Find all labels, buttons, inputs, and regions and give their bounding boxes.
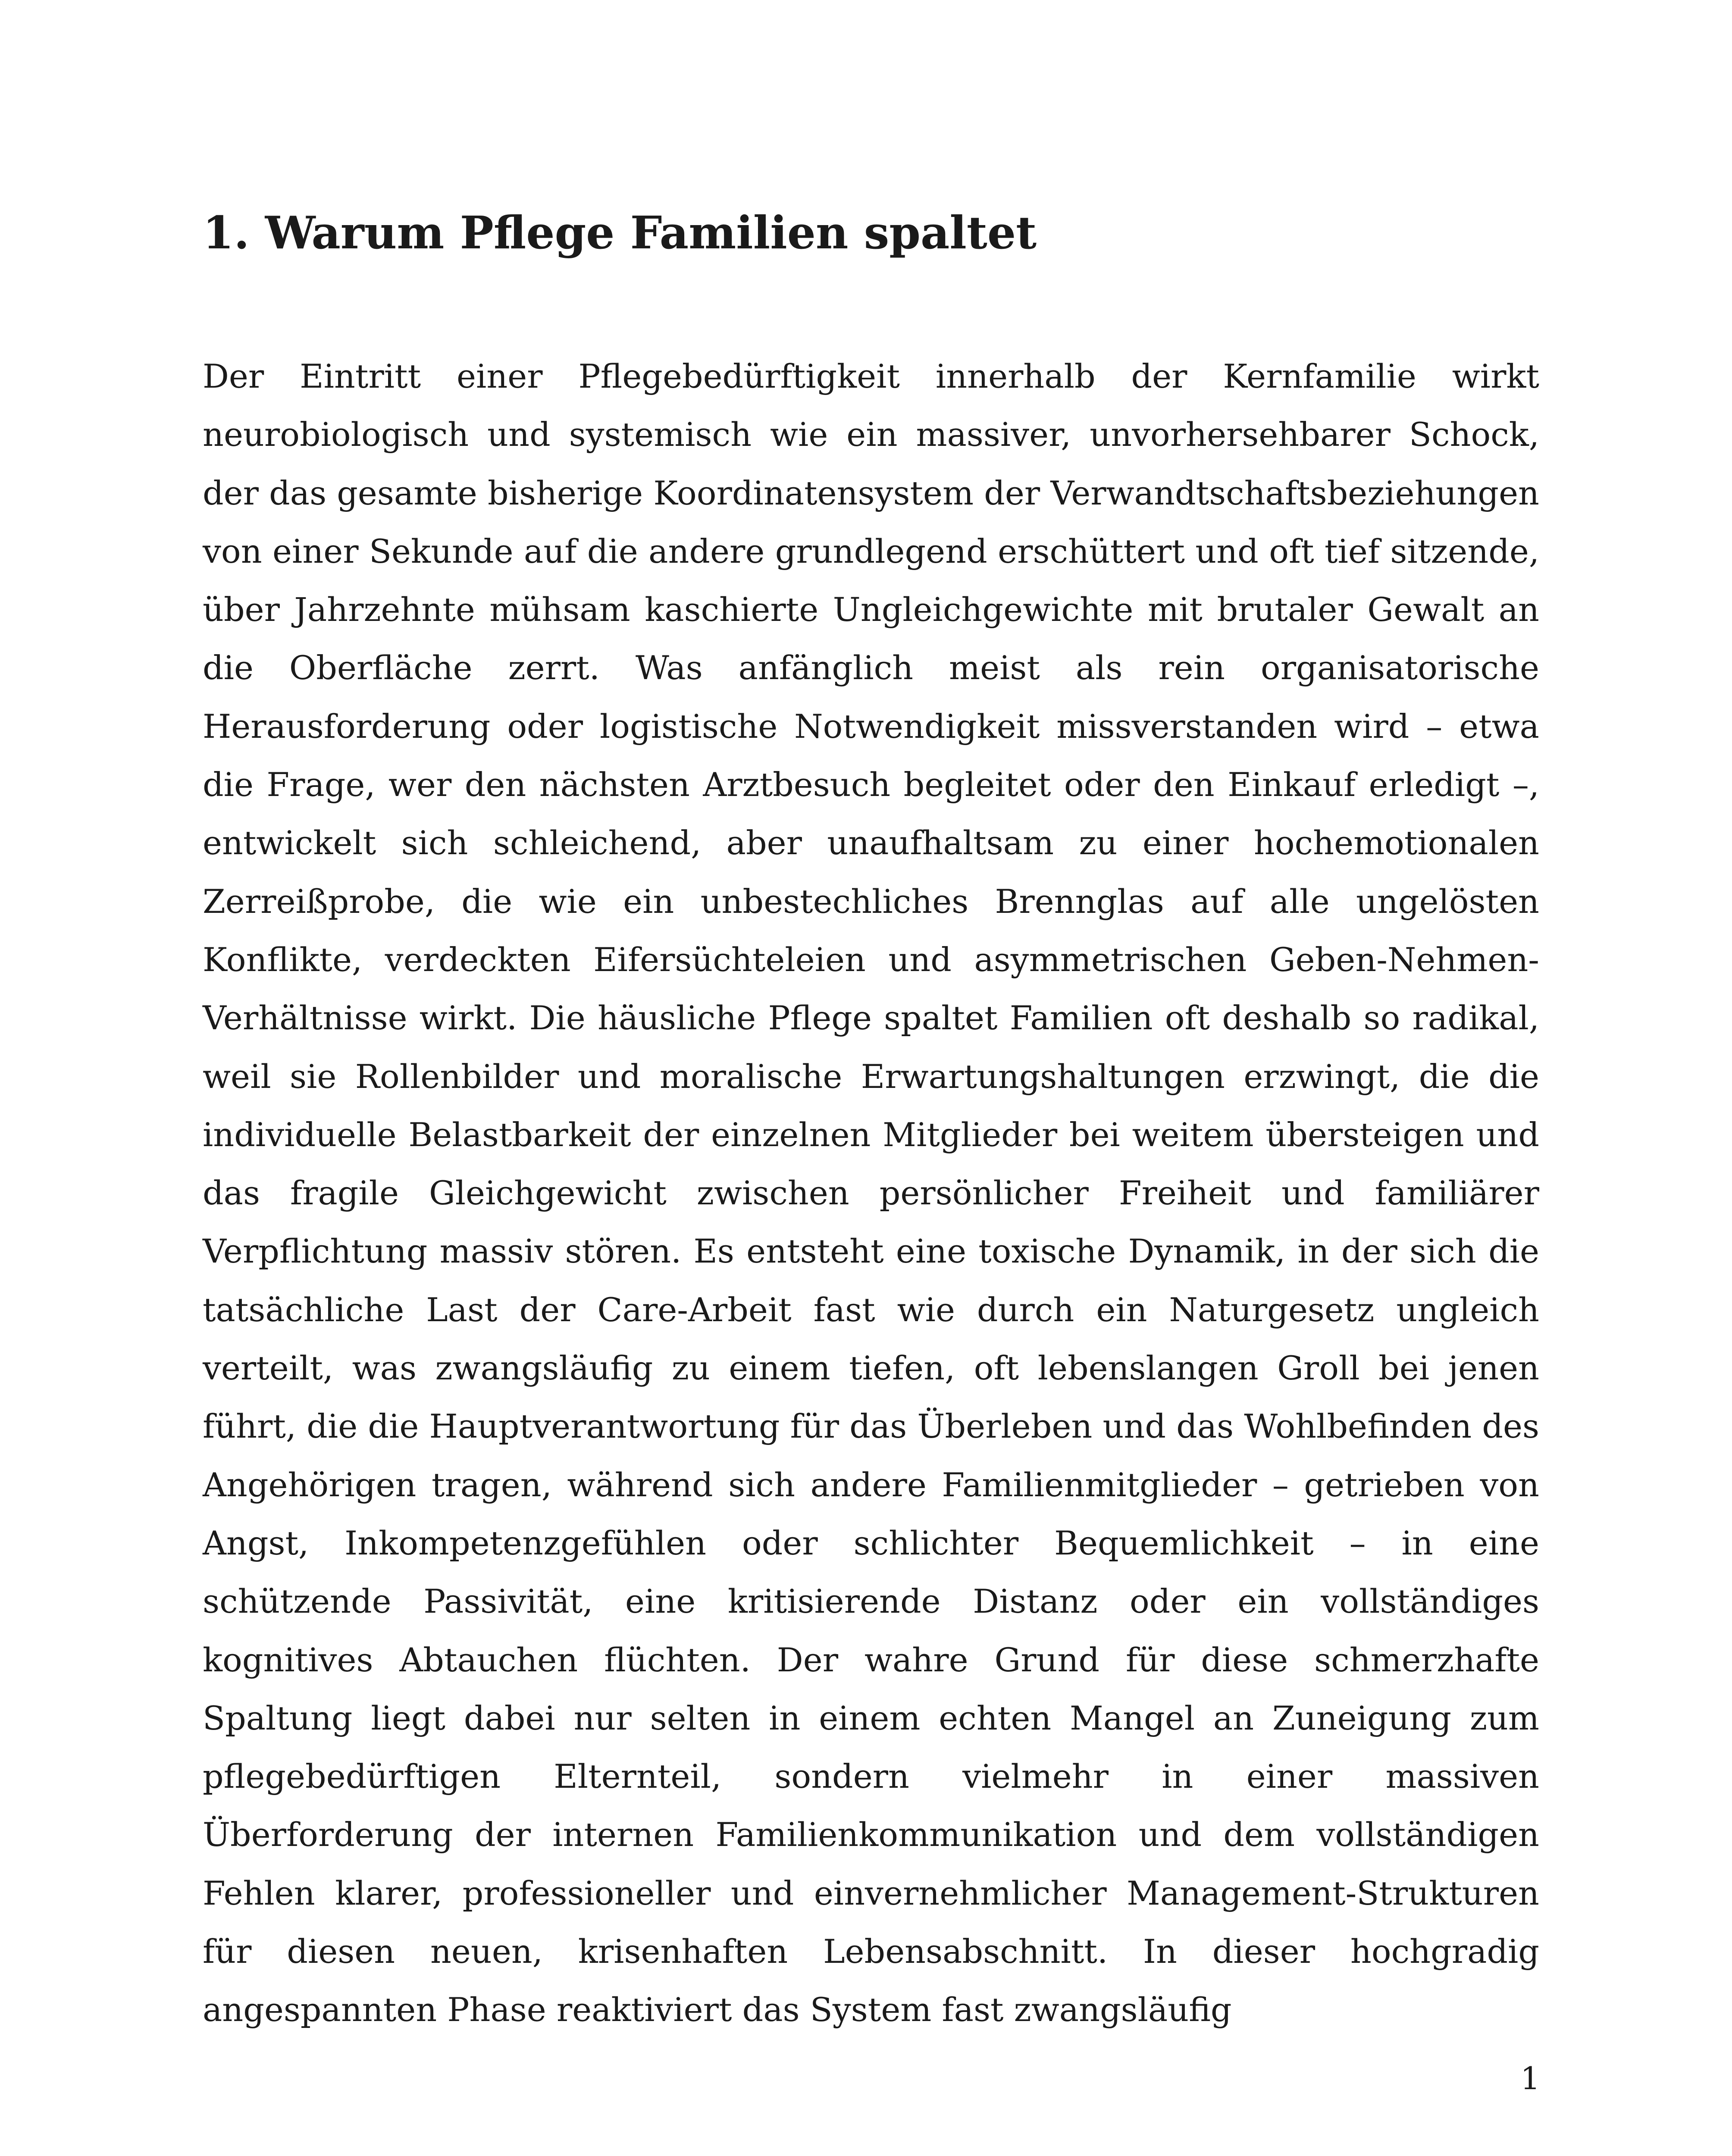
chapter-heading: 1. Warum Pflege Familien spaltet xyxy=(203,206,1037,259)
body-paragraph: Der Eintritt einer Pflegebedürftigkeit innerhalb der Kernfamilie wirkt neurobiologisch und systemisch wie ein massiver, unvorhersehbarer Schock, der das gesamte bisherige Koordinatensystem der Verwandtschaftsbeziehungen von einer Sekunde auf die andere grundlegend erschüttert und oft tief sitzende, über Jahrzehnte mühsam kaschierte Ungleichgewichte mit brutaler Gewalt an die Oberfläche zerrt. Was anfänglich meist als rein organisatorische Herausforderung oder logistische Notwendigkeit missverstanden wird – etwa die Frage, wer den nächsten Arztbesuch begleitet oder den Einkauf erledigt –, entwickelt sich schleichend, aber unaufhaltsam zu einer hochemotionalen Zerreißprobe, die wie ein unbestechliches Brennglas auf alle ungelösten Konflikte, verdeckten Eifersüchteleien und asymmetrischen Geben-Nehmen-Verhältnisse wirkt. Die häusliche Pflege spaltet Familien oft deshalb so radikal, weil sie Rollenbilder und moralische Erwartungshaltungen erzwingt, die die individuelle Belastbarkeit der einzelnen Mitglieder bei weitem übersteigen und das fragile Gleichgewicht zwischen persönlicher Freiheit und familiärer Verpflichtung massiv stören. Es entsteht eine toxische Dynamik, in der sich die tatsächliche Last der Care-Arbeit fast wie durch ein Naturgesetz ungleich verteilt, was zwangsläufig zu einem tiefen, oft lebenslangen Groll bei jenen führt, die die Hauptverantwortung für das Überleben und das Wohlbefinden des Angehörigen tragen, während sich andere Familienmitglieder – getrieben von Angst, Inkompetenzgefühlen oder schlichter Bequemlichkeit – in eine schützende Passivität, eine kritisierende Distanz oder ein vollständiges kognitives Abtauchen flüchten. Der wahre Grund für diese schmerzhafte Spaltung liegt dabei nur selten in einem echten Mangel an Zuneigung zum pflegebedürftigen Elternteil, sondern vielmehr in einer massiven Überforderung der internen Familienkommunikation und dem vollständigen Fehlen klarer, professioneller und einvernehmlicher Management-Strukturen für diesen neuen, krisenhaften Lebensabschnitt. In dieser hochgradig angespannten Phase reaktiviert das System fast zwangsläufig xyxy=(203,357,1539,2029)
page-number: 1 xyxy=(1520,2060,1540,2096)
